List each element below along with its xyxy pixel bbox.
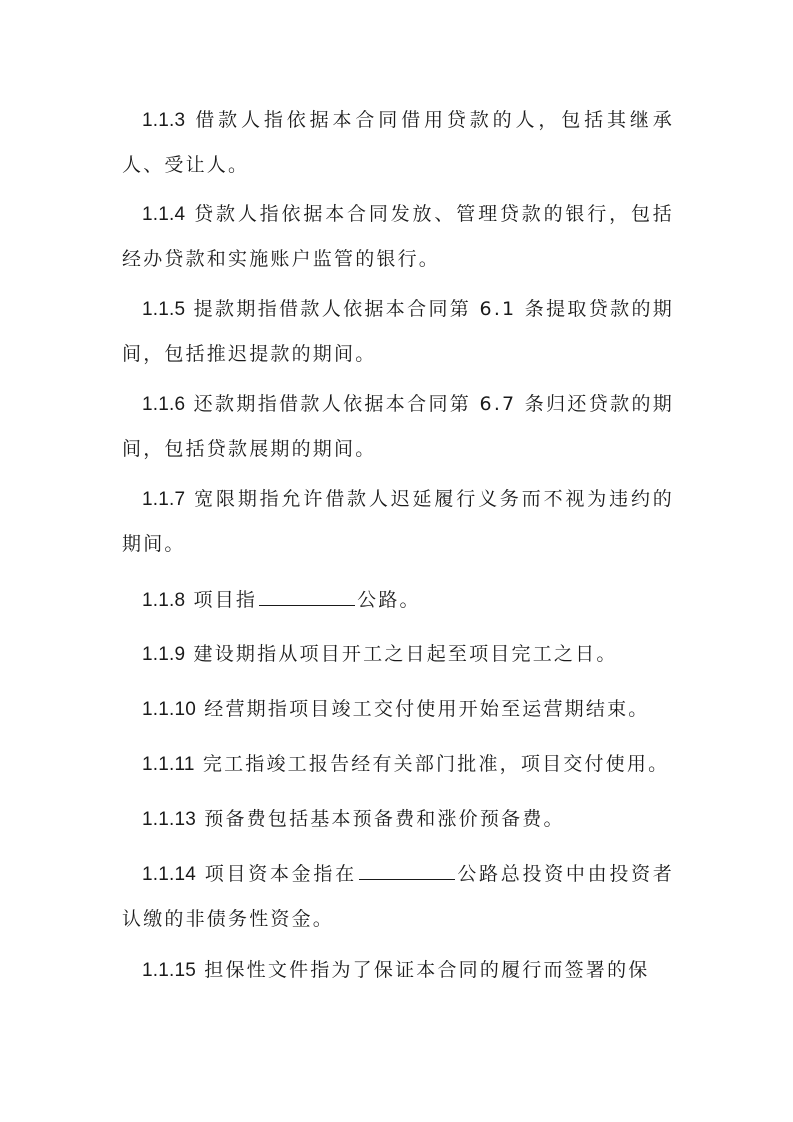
clause-number: 1.1.9	[142, 644, 186, 665]
clause-number: 1.1.15	[142, 960, 197, 981]
clause-number: 1.1.11	[142, 754, 195, 775]
clause-text-before: 项目资本金指在	[204, 863, 357, 885]
clause-text: 建设期指从项目开工之日起至项目完工之日。	[193, 643, 618, 665]
clause-number: 1.1.6	[142, 394, 186, 415]
clause-1-1-15	[122, 948, 674, 993]
clause-1-1-11	[122, 742, 674, 787]
clause-text-before: 项目指	[193, 589, 258, 611]
clause-1-1-6	[122, 382, 674, 472]
clause-number: 1.1.10	[142, 699, 197, 720]
clause-number: 1.1.14	[142, 864, 197, 885]
clause-1-1-9	[122, 632, 674, 677]
clause-text: 担保性文件指为了保证本合同的履行而签署的保	[204, 959, 650, 981]
clause-text: 还款期指借款人依据本合同第 6.7 条归还贷款的期间，包括贷款展期的期间。	[122, 393, 674, 460]
clause-1-1-13	[122, 797, 674, 842]
clause-number: 1.1.8	[142, 590, 186, 611]
clause-1-1-10	[122, 687, 674, 732]
clause-text: 预备费包括基本预备费和涨价预备费。	[204, 808, 565, 830]
clause-number: 1.1.13	[142, 809, 197, 830]
clause-text: 完工指竣工报告经有关部门批准，项目交付使用。	[202, 753, 670, 775]
clause-1-1-14	[122, 852, 674, 942]
clause-1-1-3	[122, 98, 674, 188]
clause-text: 提款期指借款人依据本合同第 6.1 条提取贷款的期间，包括推迟提款的期间。	[122, 298, 674, 365]
clause-text: 借款人指依据本合同借用贷款的人，包括其继承人、受让人。	[122, 109, 674, 176]
clause-1-1-5	[122, 287, 674, 377]
clause-text: 贷款人指依据本合同发放、管理贷款的银行，包括经办贷款和实施账户监管的银行。	[122, 203, 674, 270]
clause-text-after: 公路总投资中由投资者认缴的非债务性资金。	[122, 863, 674, 930]
clause-text: 经营期指项目竣工交付使用开始至运营期结束。	[204, 698, 650, 720]
fill-in-blank	[259, 583, 355, 606]
clause-number: 1.1.4	[142, 204, 186, 225]
clause-1-1-7	[122, 477, 674, 567]
clause-text: 宽限期指允许借款人迟延履行义务而不视为违约的期间。	[122, 488, 674, 555]
clause-number: 1.1.7	[142, 489, 186, 510]
clause-1-1-4	[122, 192, 674, 282]
fill-in-blank	[359, 857, 455, 880]
clause-number: 1.1.3	[142, 110, 186, 131]
clause-1-1-8	[122, 578, 674, 623]
clause-number: 1.1.5	[142, 299, 186, 320]
clause-text-after: 公路。	[357, 589, 421, 611]
